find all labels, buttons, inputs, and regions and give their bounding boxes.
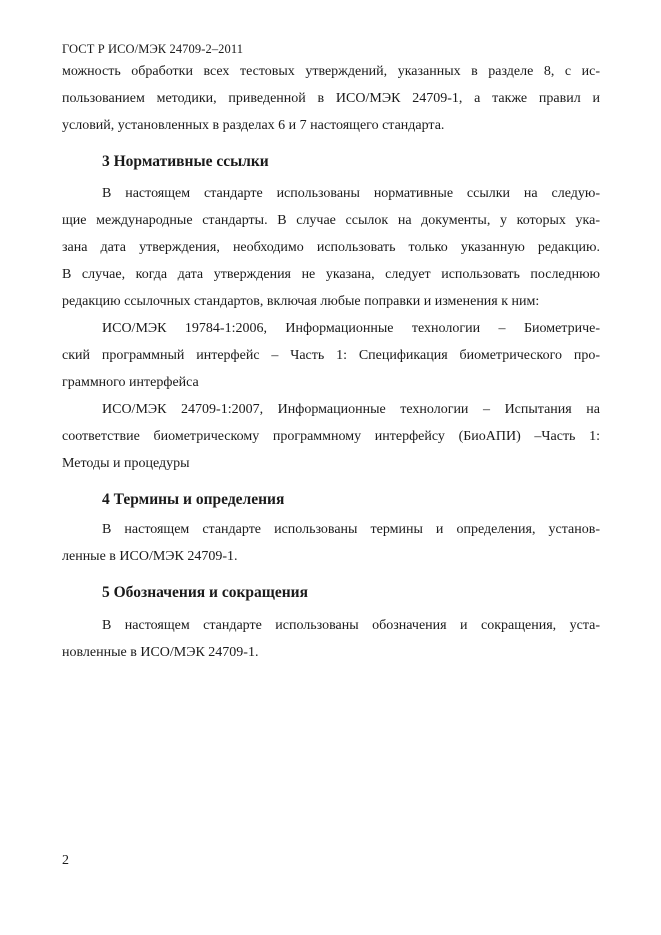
reference-iso-19784-1	[62, 315, 600, 396]
section-3-paragraph	[62, 180, 600, 315]
section-5-heading: 5 Обозначения и сокращения	[102, 584, 308, 601]
text-line: ленные в ИСО/МЭК 24709-1.	[62, 549, 238, 564]
text-line: В настоящем стандарте использованы термины и определения, установ-	[102, 522, 600, 537]
text-line: условий, установленных в разделах 6 и 7 настоящего стандарта.	[62, 118, 445, 133]
page-number: 2	[62, 853, 69, 868]
text-line: пользованием методики, приведенной в ИСО/МЭК 24709-1, а также правил и	[62, 91, 600, 106]
text-line: щие международные стандарты. В случае ссылок на документы, у которых ука-	[62, 213, 600, 228]
text-line: В случае, когда дата утверждения не указана, следует использовать последнюю	[62, 267, 600, 282]
text-line: новленные в ИСО/МЭК 24709-1.	[62, 645, 259, 660]
text-line: граммного интерфейса	[62, 375, 199, 390]
text-line: ИСО/МЭК 19784-1:2006, Информационные технологии – Биометриче-	[102, 321, 600, 336]
text-line: В настоящем стандарте использованы обозначения и сокращения, уста-	[102, 618, 600, 633]
reference-iso-24709-1	[62, 396, 600, 477]
text-line: ский программный интерфейс – Часть 1: Спецификация биометрического про-	[62, 348, 600, 363]
text-line: Методы и процедуры	[62, 456, 190, 471]
document-header: ГОСТ Р ИСО/МЭК 24709-2–2011	[62, 42, 244, 56]
text-line: В настоящем стандарте использованы нормативные ссылки на следую-	[102, 186, 600, 201]
text-line: ИСО/МЭК 24709-1:2007, Информационные технологии – Испытания на	[102, 402, 600, 417]
section-4-heading: 4 Термины и определения	[102, 491, 285, 508]
text-line: редакцию ссылочных стандартов, включая любые поправки и изменения к ним:	[62, 294, 540, 309]
section-3-heading: 3 Нормативные ссылки	[102, 153, 269, 170]
intro-paragraph	[62, 58, 600, 139]
section-5-paragraph	[62, 612, 600, 666]
text-line: можность обработки всех тестовых утверждений, указанных в разделе 8, с ис-	[62, 64, 600, 79]
text-line: соответствие биометрическому программному интерфейсу (БиоАПИ) –Часть 1:	[62, 429, 600, 444]
text-line: зана дата утверждения, необходимо использовать только указанную редакцию.	[62, 240, 600, 255]
section-4-paragraph	[62, 516, 600, 570]
